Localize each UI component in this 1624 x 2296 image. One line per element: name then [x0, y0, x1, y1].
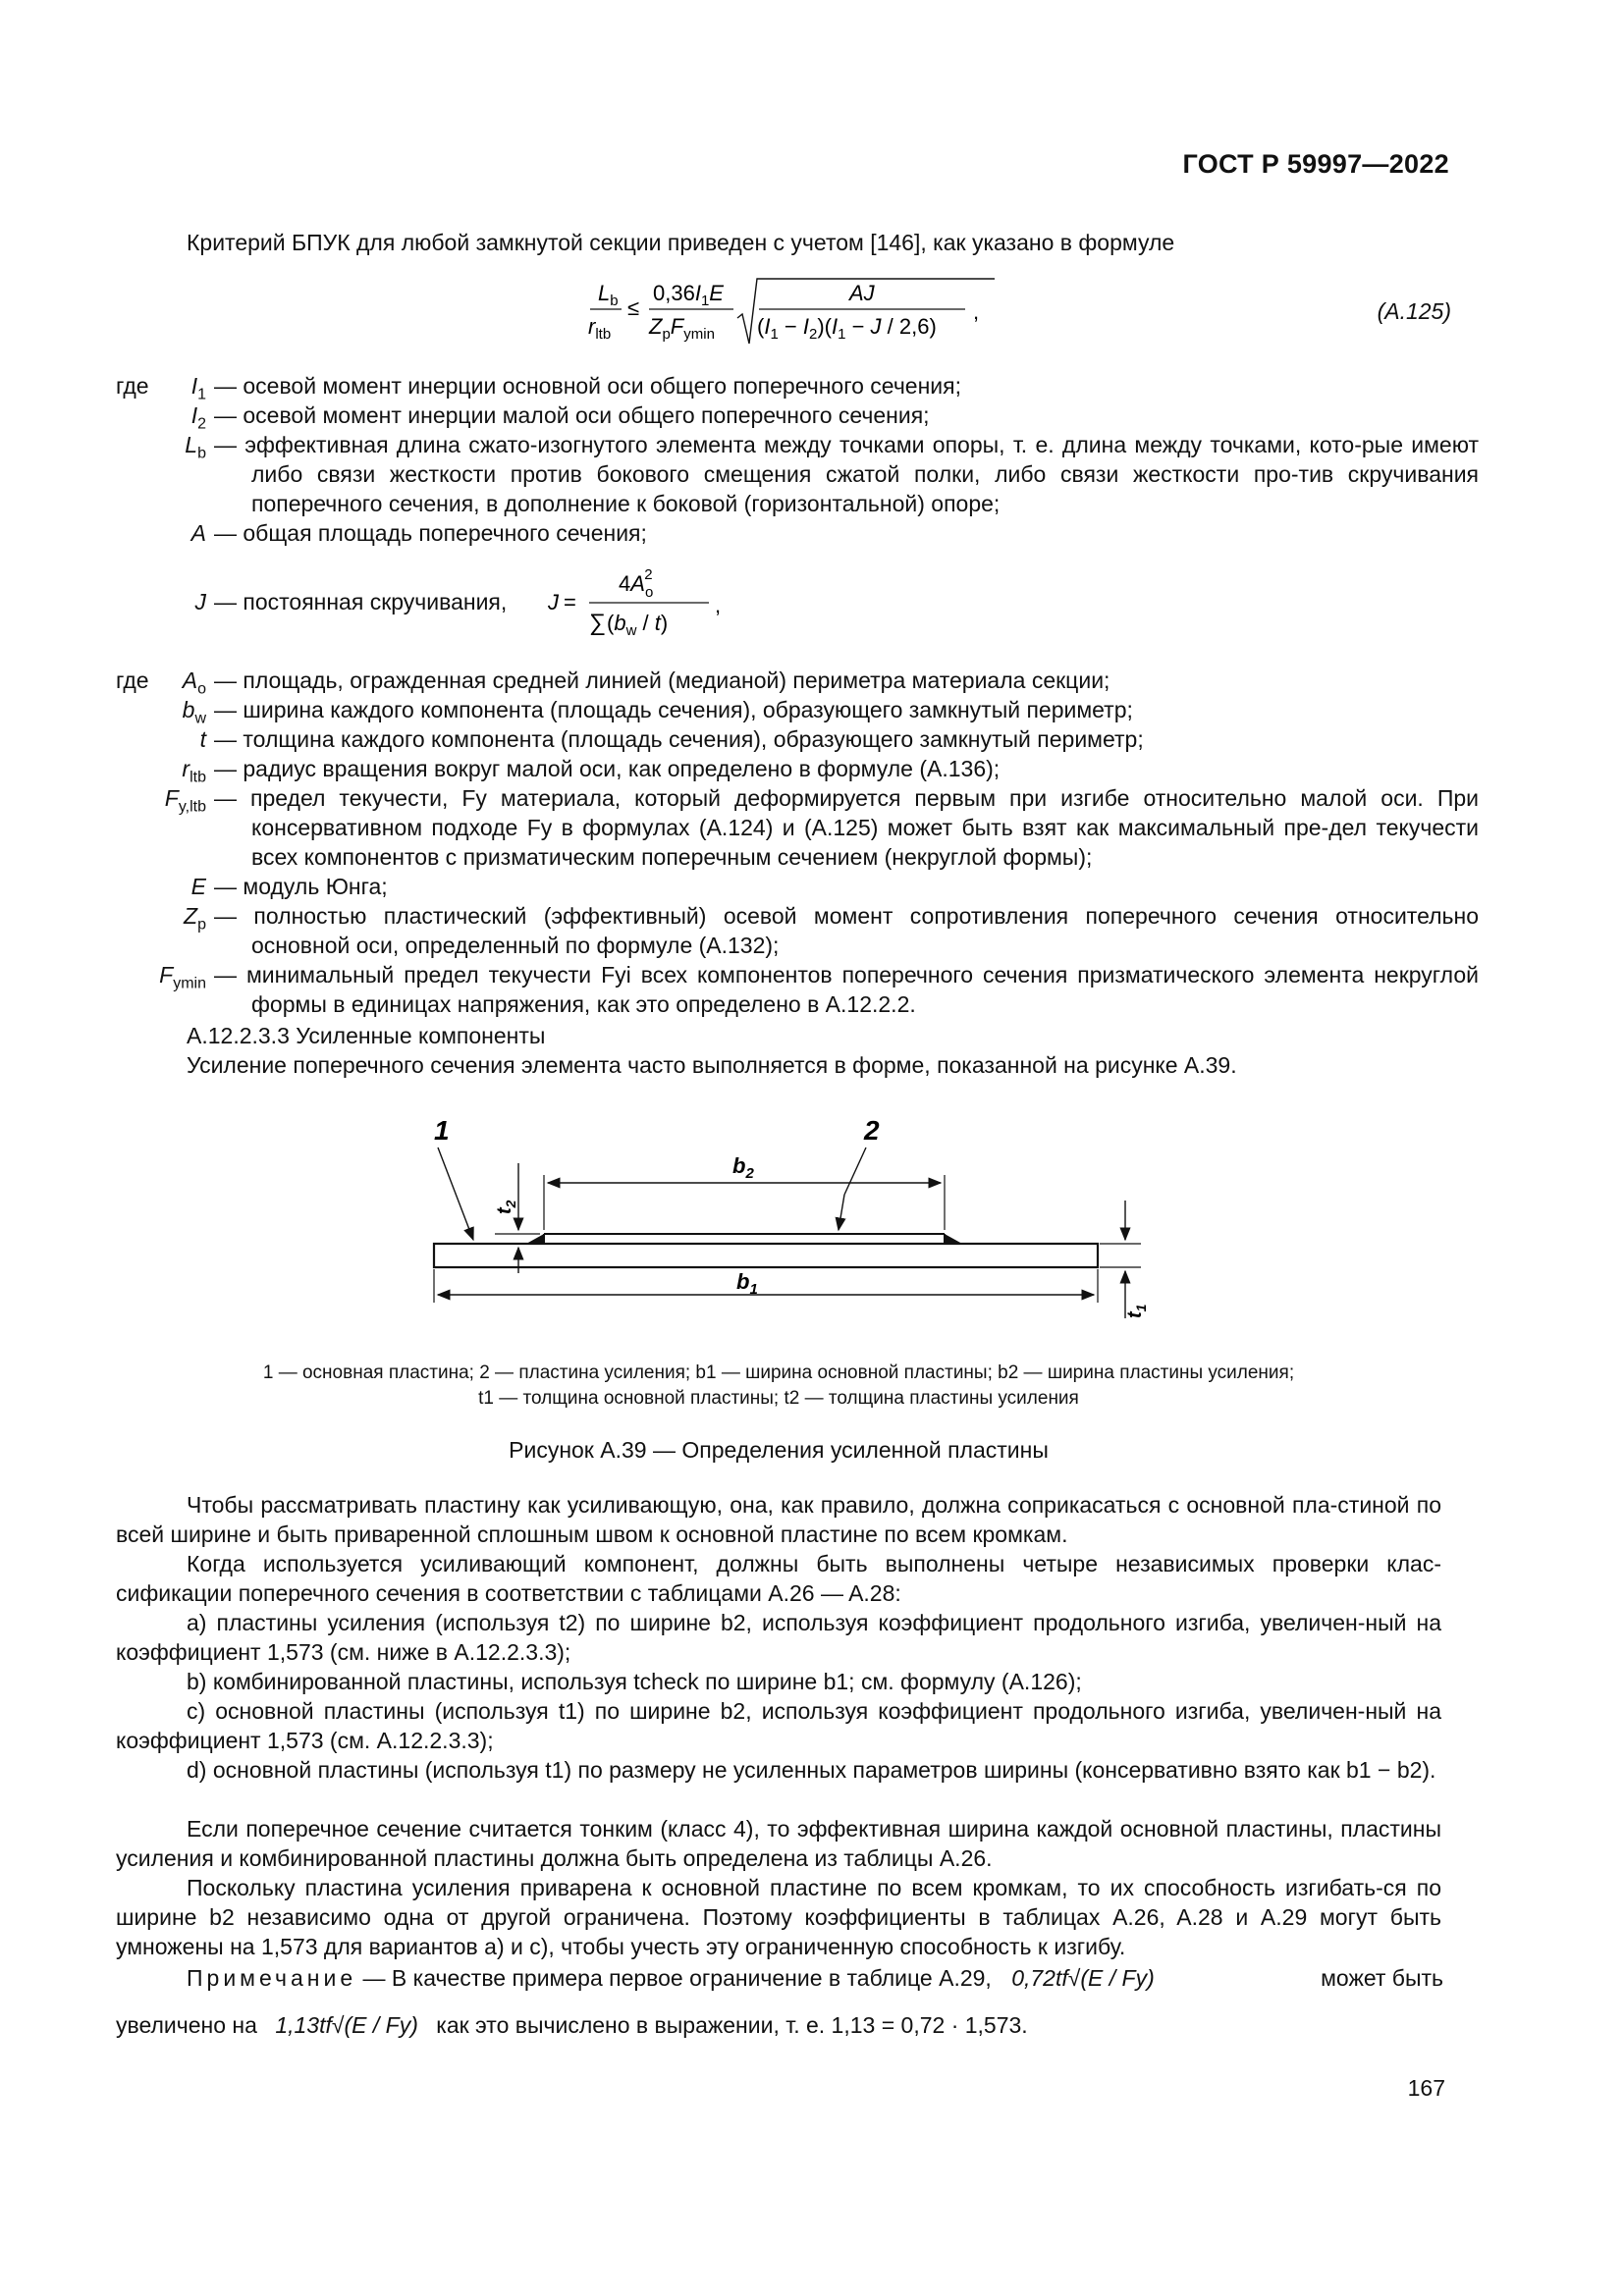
- note-text-4: как это вычислено в выражении, т. е. 1,13 = 0,72 · 1,573.: [436, 2012, 1028, 2038]
- def-text: — модуль Юнга;: [214, 874, 388, 899]
- svg-text:AJ: AJ: [849, 281, 875, 305]
- def-symbol: $F_{ymin}$: [159, 962, 206, 992]
- def-text: — эффективная длина сжато-изогнутого элемента между точками опоры, т. е. длина между точками, кото-рые имеют либо связи жесткости против бокового смещения сжатой полки, либо связи жесткости про-тив скручивания поперечного сечения, в дополнение к боковой (горизонтальной) опоре;: [214, 432, 1479, 516]
- def-text: — минимальный предел текучести Fyi всех компонентов поперечного сечения призматического элемента некруглой формы в единицах напряжения, как это определено в A.12.2.2.: [214, 962, 1479, 1017]
- figure-a39-drawing: [412, 1104, 1159, 1320]
- def-text: — толщина каждого компонента (площадь сечения), образующего замкнутый периметр;: [214, 726, 1144, 752]
- formula-number-a125: (A.125): [1377, 298, 1451, 324]
- def-symbol: t: [199, 726, 206, 752]
- svg-text:1: 1: [434, 1115, 450, 1146]
- figure-a39: [412, 1104, 1159, 1320]
- formula-J-graphic: [546, 561, 732, 640]
- svg-text:t1: $t_1$: [1124, 1304, 1149, 1318]
- body-para-7: Если поперечное сечение считается тонким (класс 4), то эффективная ширина каждой основной пластины, пластины усиления и комбинированной пластины должна быть определена из таблицы A.26.: [116, 1816, 1441, 1871]
- svg-text:ZpFymin: $Z_pF_{ymin}$: [649, 314, 715, 343]
- base-plate: [434, 1244, 1098, 1267]
- note-expr-2: 1,13tf√(E / Fy): [275, 2012, 418, 2038]
- body-para-8: Поскольку пластина усиления приварена к основной пластине по всем кромкам, то их способность изгибать-ся по ширине b2 независимо одна от другой ограничена. Поэтому коэффициенты в таблицах A.26, A.28 и A.29 могут быть умножены на 1,573 для вариантов a) и c), чтобы учесть эту ограниченную способность к изгибу.: [116, 1875, 1441, 1959]
- note-text-2: может быть: [1321, 1965, 1443, 1991]
- def-symbol: $L_b$: [185, 432, 206, 462]
- svg-text:,: ,: [715, 593, 722, 617]
- def-text: — осевой момент инерции основной оси общего поперечного сечения;: [214, 373, 961, 399]
- weld-right: [945, 1234, 962, 1244]
- formula-a125-graphic: [584, 275, 997, 348]
- formula-a125: [584, 275, 997, 348]
- body-para-4: b) комбинированной пластины, используя tcheck по ширине b1; см. формулу (A.126);: [187, 1669, 1082, 1694]
- svg-text:0,36I1E: $0,36I_1E$: [653, 281, 724, 309]
- body-para-1: Чтобы рассматривать пластину как усиливающую, она, как правило, должна соприкасаться с основной пла-стиной по всей ширине и быть приваренной сплошным швом к основной пластине по всем кромкам.: [116, 1492, 1441, 1547]
- svg-text:b2: $b_2$: [732, 1153, 754, 1182]
- section-heading: A.12.2.3.3 Усиленные компоненты: [187, 1023, 546, 1048]
- def-symbol: $A_o$: [182, 667, 206, 698]
- where-label-2: где: [116, 667, 149, 693]
- svg-text:∑: ∑: [589, 610, 607, 636]
- def-symbol: $I_1$: [190, 373, 206, 403]
- svg-text:b1: $b_1$: [736, 1269, 758, 1298]
- body-para-6: d) основной пластины (используя t1) по размеру не усиленных параметров ширины (консервативно взято как b1 − b2).: [187, 1757, 1436, 1783]
- svg-text:4Ao2: $4A_o2$: [619, 566, 654, 601]
- def-text: — радиус вращения вокруг малой оси, как определено в формуле (A.136);: [214, 756, 1001, 781]
- svg-text:=: =: [564, 590, 576, 614]
- section-intro: Усиление поперечного сечения элемента часто выполняется в форме, показанной на рисунке A.39.: [187, 1052, 1237, 1078]
- svg-text:Lb: $L_b$: [598, 281, 619, 309]
- def-text: — полностью пластический (эффективный) осевой момент сопротивления поперечного сечения относительно основной оси, определенный по формуле (A.132);: [214, 903, 1479, 958]
- def-text: — осевой момент инерции малой оси общего поперечного сечения;: [214, 402, 930, 428]
- def-symbol: $b_w$: [182, 697, 206, 727]
- page-number: 167: [1407, 2075, 1445, 2101]
- body-para-5: c) основной пластины (используя t1) по ширине b2, используя коэффициент продольного изгиба, увеличен-ный на коэффициент 1,573 (см. A.12.2.3.3);: [116, 1698, 1441, 1753]
- weld-left: [526, 1234, 544, 1244]
- def-text: — ширина каждого компонента (площадь сечения), образующего замкнутый периметр;: [214, 697, 1133, 722]
- note-line-2: [116, 2010, 1028, 2040]
- def-text: — постоянная скручивания,: [214, 589, 508, 614]
- svg-text:(bw / t): $(b_w / t)$: [607, 611, 669, 639]
- figure-legend-line2: t1 — толщина основной пластины; t2 — толщина пластины усиления: [478, 1388, 1079, 1409]
- standard-header: ГОСТ Р 59997—2022: [1182, 149, 1449, 179]
- intro-text: Критерий БПУК для любой замкнутой секции приведен с учетом [146], как указано в формуле: [187, 230, 1175, 255]
- def-symbol: $r_{ltb}$: [182, 756, 206, 786]
- def-symbol: A: [190, 520, 206, 546]
- figure-legend-line1: 1 — основная пластина; 2 — пластина усиления; b1 — ширина основной пластины; b2 — ширина пластины усиления;: [262, 1362, 1295, 1383]
- def-symbol: $F_{y,ltb}$: [164, 785, 206, 816]
- note-text-1: — В качестве примера первое ограничение в таблице A.29,: [362, 1965, 992, 1991]
- where-label: где: [116, 373, 149, 399]
- note-line-1: [187, 1963, 1443, 1993]
- def-text: — общая площадь поперечного сечения;: [214, 520, 647, 546]
- note-text-3: увеличено на: [116, 2012, 257, 2038]
- svg-text:≤: ≤: [627, 295, 640, 320]
- body-para-3: a) пластины усиления (используя t2) по ширине b2, используя коэффициент продольного изгиба, увеличен-ный на коэффициент 1,573 (см. ниже в A.12.2.3.3);: [116, 1610, 1441, 1665]
- svg-text:J: J: [548, 590, 559, 614]
- svg-text:t2: $t_2$: [494, 1200, 518, 1214]
- def-symbol: E: [190, 874, 206, 899]
- note-expr-1: 0,72tf√(E / Fy): [1011, 1965, 1155, 1991]
- body-para-2: Когда используется усиливающий компонент, должны быть выполнены четыре независимых проверки клас-сификации поперечного сечения в соответствии с таблицами A.26 — A.28:: [116, 1551, 1441, 1606]
- def-text: — площадь, огражденная средней линией (медианой) периметра материала секции;: [214, 667, 1110, 693]
- def-symbol: $I_2$: [190, 402, 206, 433]
- svg-text:(I1 − I2)(I1 − J / 2,6): $(I_1 - I_2)(I_1 - J / 2,6)$: [757, 314, 937, 343]
- svg-text:rltb: $r_{ltb}$: [588, 314, 612, 343]
- def-symbol: $Z_p$: [184, 903, 206, 934]
- svg-text:2: 2: [864, 1115, 880, 1146]
- formula-J: [546, 561, 732, 640]
- figure-caption: Рисунок A.39 — Определения усиленной пластины: [509, 1437, 1049, 1463]
- note-label: Примечание: [187, 1965, 357, 1991]
- def-symbol: J: [194, 589, 206, 614]
- def-text: — предел текучести, Fy материала, который деформируется первым при изгибе относительно малой оси. При консервативном подходе Fy в формулах (A.124) и (A.125) может быть взят как максимальный пре-дел текучести всех компонентов с призматическим поперечным сечением (некруглой формы);: [214, 785, 1479, 870]
- svg-text:,: ,: [973, 299, 980, 324]
